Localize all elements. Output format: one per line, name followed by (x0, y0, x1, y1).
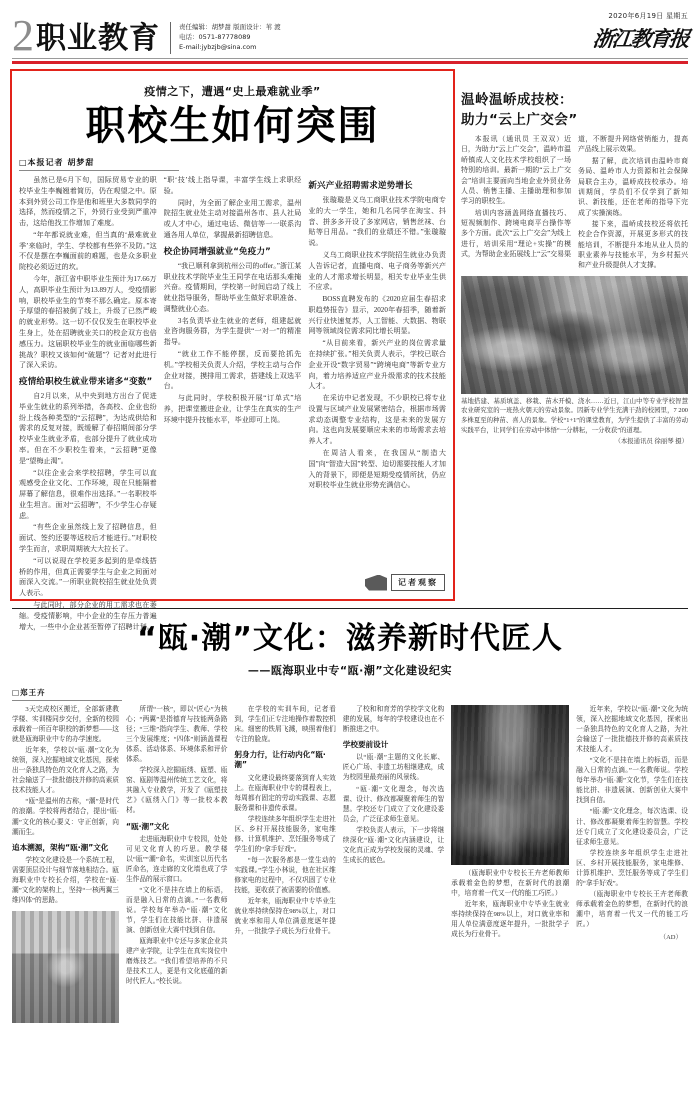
masthead-right (593, 11, 688, 54)
paragraph: 学校负责人表示，下一步将继续深化“瓯·潮”文化内涵建设，让文化真正成为学校发展的灵魂、学生成长的底色。 (342, 826, 445, 864)
paragraph: 据了解，此次培训由温岭市商务局、温岭市人力资源和社会保障局联合主办，温峤成技校承办。培训期间，学员们不仅学到了新知识、新技能，还在老师的指导下完成了实操演练。 (578, 157, 688, 217)
feature-columns (8, 705, 692, 1023)
paragraph: “瓯·潮”文化理念，每次选课、设计、修改都凝聚着师生的智慧。学校还专门成立了文化建设委员会，广泛征求师生意见。 (342, 785, 445, 823)
paragraph: “我已顺利拿到杭州公司的offer。”浙江某职业技术学院毕业生王同学在电话那头难掩兴奋。疫情期间，学校第一时间启动了线上就业指导服务，帮助毕业生做好求职准备、调整就业心态。 (163, 261, 302, 313)
reporter-observation-badge (365, 574, 445, 591)
campus-photo (12, 911, 119, 1023)
feature-column-3 (234, 705, 335, 1023)
paragraph: 今年，浙江省中职毕业生预计为17.66万人，高职毕业生预计为13.89万人，受疫情影响，职校毕业生的节奏不那么确定。原本寄予厚望的春招被倒了线上，升级了已然严峻的就业形势。这一切不仅仅发生在职校毕业生身上，处在招聘就业关口的校企双方也倍感压力。这届职校毕业生的就业面临哪些新挑战？职校又该如何“破题”？记者对此进行了深入采访。 (19, 275, 157, 370)
feature-column-4 (343, 705, 444, 1023)
paragraph: “年年都说就业难，但当真的‘最难就业季’来临时，学生、学校都有些猝不及防。”这不仅是摆在李巍面前的难题，也是众多职业院校必须迈过的坎。 (19, 230, 157, 272)
photo-caption: 基地搭建、基质填盖、移栽、苗木开模、浇水……近日，江山中等专业学校智慧农业研究室的一班热火朝天的劳动景象。因新专业学生充满干劲的校园里，7 200多株夏至的种苗、喜人的景象。学校“1+1”的课堂教育，为学生提供了丰富的劳动实践平台，让同学们在劳动中体悟“一分耕耘，一分收获”的道理。 (461, 397, 688, 434)
stage-performance-photo (451, 705, 569, 865)
paragraph: 张璇璇是义乌工商职业技术学院电商专业的大一学生，她和几名同学在淘宝、抖音、拼多多开设了多家网店，销售丝袜、台贴等日用品。“我们的业绩还不错。”张璇璇说。 (308, 196, 447, 248)
paragraph: 近年来，学校以“瓯·潮”文化为统领，深入挖掘地域文化基因，探索出一条独具特色的文化育人之路，为社会输送了一批批德技并修的高素质技术技能人才。 (576, 706, 688, 754)
paragraph: 学校文化建设是一个系统工程，需要顶层设计与细节落地相结合。瓯海职业中专校长介绍，学校在“瓯·潮”文化的架构上，坚持“一核两翼三维四体”的思路。 (12, 856, 120, 905)
masthead (8, 0, 692, 58)
paragraph: 所谓“一核”，即以“匠心”为核心；“两翼”是指德育与技能两条路径；“三维”指向学生、教师、学校三个发展维度；“四体”则涵盖课程体系、活动体系、环境体系和评价体系。 (126, 706, 228, 764)
paragraph: “文化不是挂在墙上的标语，而是融入日常的点滴。”一名教师说。学校每年举办“瓯·潮”文化节，学生们在技能比拼、非遗展演、创新创业大赛中找到自信。 (576, 757, 688, 805)
story-kicker: 疫情之下，遭遇“史上最难就业季” (144, 85, 321, 98)
paragraph: 瓯海职业中专还与多家企业共建产业学院，让学生在真实岗位中磨炼技艺。“我们希望培养的不只是技术工人，更是有文化底蕴的新时代匠人。”校长说。 (126, 938, 228, 986)
ad-tag: （AD） (659, 934, 682, 942)
paragraph: 学校连续多年组织学生走进社区、乡村开展技能服务，家电维修、计算机维护、烹饪服务等成了学生们的“拿手好戏”。 (234, 815, 336, 854)
section-subhead: 校企协同增强就业“免疫力” (163, 246, 271, 257)
paragraph: 培训内容涵盖网络直播技巧、短视频制作、跨境电商平台操作等多个方面。此次“云上广交会”为线上进行，培训采用“理论+实操”的模式，为帮助企业拓展线上“云”交易渠道，不断提升网络营销能力，提高产品线上展示效果。 (461, 136, 688, 259)
paper-logo: 浙江教育报 (591, 27, 690, 51)
feature-subsection-title: “瓯·潮”文化 (126, 821, 170, 831)
story-headline: 职校生如何突围 (85, 103, 380, 149)
editor-line: 责任编辑：胡梦甜 版面设计：苇 渡 (179, 22, 281, 31)
top-story-box (10, 69, 455, 631)
paragraph: 3天完成校区搬迁，全部新建教学楼、实训楼同步交付，全新的校园承载着一所百年职校的新梦想——这就是瓯海职业中专的办学速度。 (12, 706, 119, 744)
right-headline-line1: 温岭温峤成技校： (461, 92, 573, 108)
story-columns (19, 175, 446, 633)
paragraph: 3名负责毕业生就业的老师，组建起就业咨询服务群，为学生提供“一对一”的精准指导。 (163, 316, 302, 347)
feature-column-1 (12, 705, 119, 1023)
paragraph: BOSS直聘发布的《2020应届生春招求职趋势报告》显示，2020年春招季，随着新兴行业快速复苏，人工智能、大数据、物联网等领域岗位需求同比增长明显。 (308, 295, 447, 336)
feature-column-5 (451, 705, 569, 1023)
paragraph: 与此同时，部分企业的用工需求也在萎缩。受疫情影响，中小企业的生存压力普遍增大，一些中小企业甚至暂停了招聘计划。 (19, 600, 157, 631)
paragraph: 接下来，温峤成技校还将依托校企合作资源，开展更多形式的技能培训，不断提升本地从业人员的职业素养与技能水平，为乡村振兴和产业升级提供人才支撑。 (578, 221, 688, 270)
paragraph: 义乌工商职业技术学院招生就业办负责人告诉记者，直播电商、电子商务等新兴产业的人才需求增长明显，相关专业毕业生供不应求。 (308, 250, 447, 292)
feature-headline: “瓯·潮”文化：滋养新时代匠人 (137, 621, 563, 656)
story-column-3 (308, 175, 446, 633)
right-headline-line2: 助力“云上广交会” (461, 111, 578, 128)
paragraph: 文化建设最终要落到育人实效上。在瓯海职业中专的课程表上，每周都有固定的劳动实践课、志愿服务课和非遗传承课。 (234, 774, 336, 812)
feature-subhead: ——瓯海职业中专“瓯·潮”文化建设纪实 (247, 664, 453, 677)
section-subhead: 疫情给职校生就业带来诸多“变数” (19, 377, 153, 388)
publication-date: 2020年6月19日 星期五 (608, 12, 688, 20)
section-subhead: 新兴产业招聘需求逆势增长 (308, 181, 413, 191)
byline-block (19, 157, 179, 171)
megaphone-icon (365, 575, 387, 591)
page-number: 2 (12, 10, 32, 60)
header-rule-thin (12, 58, 688, 59)
paragraph: （瓯海职业中专校长王卉老师教师承载着金色的梦想，在新时代的浪潮中，培育着一代又一代的能工巧匠。） (576, 890, 688, 928)
paragraph: 了校和和育芳的学校学文化构建的发展，每年的学校建设也在不断推进之中。 (342, 706, 445, 734)
paragraph: 与此同时，学校积极开展“订单式”培养，把课堂搬进企业，让学生在真实的生产环境中提升技能水平，毕业即可上岗。 (163, 394, 302, 424)
paragraph: 以“瓯·潮”主题的文化长廊、匠心广场、非遗工坊相继建成，成为校园里最亮丽的风景线。 (342, 754, 445, 782)
paragraph: 近年来，学校以“瓯·潮”文化为统领，深入挖掘地域文化基因，探索出一条独具特色的文化育人之路，为社会输送了一批批德技并修的高素质技术技能人才。 (12, 747, 119, 795)
paragraph: 在周洁人看来，在我国从“制造大国”向“智造大国”转型、迫切需要技能人才加入的背景下，即便是短期受疫情所扰，仍应对职校毕业生就业形势充满信心。 (308, 449, 447, 490)
paragraph: 学校连续多年组织学生走进社区、乡村开展技能服务，家电维修、计算机维护、烹饪服务等成了学生们的“拿手好戏”。 (576, 849, 688, 887)
paragraph: “瓯·潮”文化理念，每次选课、设计、修改都凝聚着师生的智慧。学校还专门成立了文化建设委员会，广泛征求师生意见。 (576, 808, 688, 846)
paragraph: “从目前来看，新兴产业的岗位需求量在持续扩张。”相关负责人表示，学校已联合企业开设“数字贸易”“跨境电商”等新专业方向，着力培养适应产业升级需求的技术技能人才。 (308, 339, 447, 391)
paragraph: （瓯海职业中专校长王卉老师教师承载着金色的梦想，在新时代的浪潮中，培育着一代又一代的能工巧匠。） (451, 870, 570, 898)
photo-credit: （本报通讯员 徐丽琴 摄） (614, 438, 688, 446)
story-byline: □本报记者 胡梦甜 (19, 157, 179, 171)
paragraph: 走进瓯海职业中专校园，处处可见文化育人的巧思。教学楼以“瓯”“潮”命名，实训室以历代名匠命名，连走廊的文化墙也成了学生作品的展示窗口。 (126, 835, 228, 883)
section-title: 职业教育 (36, 21, 160, 56)
paragraph: “职‘技’线上指导课，丰富学生线上求职经验。 (163, 176, 302, 195)
observation-label: 记者观察 (391, 574, 445, 591)
feature-byline-block (12, 687, 122, 701)
paragraph: 虽然已是6月下旬，国际贸易专业的职校毕业生李巍翘着简历，仍在观望之中。原本到外贸公司工作是他和班里大多数同学的选择，然而疫情之下，外贸行业受到严重冲击，这给他找工作增加了难度。 (19, 176, 157, 228)
paragraph: 近年来，瓯海职业中专毕业生就业率持续保持在98%以上，对口就业率和用人单位满意度逐年提升，一批批学子成长为行业骨干。 (451, 901, 570, 939)
top-zone (8, 69, 692, 631)
right-story-headline (461, 69, 688, 130)
editor-info (170, 22, 281, 54)
email-line: E-mail:jybzjb@sina.com (179, 42, 257, 51)
paragraph: 本报讯（通讯员 王双双）近日，为助力“云上广交会”，温岭市温峤镇成人文化技术学校组织了一场特别的培训。最新一期的“云上广交会”培训主要面向当地企业外贸业务人员、销售主播、主播助理和参加学习的职校生。 (461, 136, 571, 206)
right-story (461, 69, 688, 601)
paragraph: 自2月以来，从中央到地方出台了促进毕业生就业的系列举措，各高校、企业也纷纷上线各种类型的“云招聘”，为达成供给和需求的反复对接，既缓解了春招期间部分学校毕业生就业矛盾，也部分提升了就业成功率。但在不少职校生看来，“云招聘”更像是“望梅止渴”。 (19, 392, 157, 465)
paragraph: “每一次服务都是一堂生动的实践课。”学生小林说，他在社区维修家电的过程中，不仅巩固了专业技能，更收获了被需要的价值感。 (234, 857, 336, 895)
feature-subsection-title: 追本溯源，架构“瓯·潮”文化 (12, 842, 109, 852)
paragraph: 在采访中记者发现，不少职校已将专业设置与区域产业发展紧密结合，根据市场需求动态调整专业结构，这是未来的发展方向。这也向发展要顺应未来的市场需求去培养人才。 (308, 394, 447, 446)
right-story-photo (461, 276, 688, 394)
feature-subsection-title: 学校要前设计 (342, 740, 389, 750)
feature-subsection-title: 躬身力行，让行动内化“瓯·潮” (234, 750, 326, 770)
right-story-body (461, 135, 688, 272)
phone-line: 电话：0571-87778089 (179, 32, 251, 41)
story-column-2 (164, 175, 302, 633)
feature-column-6 (576, 705, 688, 1023)
paragraph: “文化不是挂在墙上的标语，而是融入日常的点滴。”一名教师说。学校每年举办“瓯·潮”文化节，学生们在技能比拼、非遗展演、创新创业大赛中找到自信。 (126, 887, 228, 935)
paragraph: 同时，为全面了解企业用工需求，温州院招生就业处主动对接温州各市、县人社局或人才中心，通过电话、微信等一一联系沟通各用人单位，掌握最新招聘信息。 (163, 198, 302, 239)
paragraph: 学校深入挖掘瓯绣、瓯塑、瓯窑、瓯剧等温州传统工艺文化，将其融入专业教学，开发了《瓯塑技艺》《瓯绣入门》等一批校本教材。 (126, 767, 228, 815)
story-column-1 (19, 175, 157, 633)
paragraph: 近年来，瓯海职业中专毕业生就业率持续保持在98%以上，对口就业率和用人单位满意度逐年提升，一批批学子成长为行业骨干。 (234, 898, 336, 936)
header-rule-red (12, 61, 688, 64)
paragraph: 在学校的实训车间，记者看到，学生们正专注地操作着数控机床。细密的铁屑飞溅，映照着他们专注的脸庞。 (234, 706, 336, 744)
paragraph: “可以说现在学校更多起到的是牵线搭桥的作用，但真正需要学生与企业之间面对面深入交流。”一所职业院校招生就业处负责人表示。 (19, 556, 157, 598)
paragraph: “有些企业虽然线上发了招聘信息，但面试、签约还要等返校后才能进行。”对职校学生而言，求职周期被大大拉长了。 (19, 523, 157, 554)
feature-column-2 (126, 705, 227, 1023)
feature-byline: □郑王卉 (12, 687, 122, 701)
paragraph: “瓯”是温州的古称，“潮”是时代的浪潮。学校将两者结合，提出“瓯·潮”文化的核心要义：守正创新，向潮而生。 (12, 798, 119, 836)
paragraph: “以往企业会来学校招聘，学生可以直观感受企业文化、工作环境，现在只能隔着屏幕了解信息，很难作出选择。”一名职校毕业生坦言。面对“云招聘”，不少学生心存疑虑。 (19, 468, 157, 520)
paragraph: “就业工作不能停摆，反而要抢抓先机。”学校相关负责人介绍，学校主动与合作企业对接，摸排用工需求，搭建线上双选平台。 (163, 349, 302, 391)
